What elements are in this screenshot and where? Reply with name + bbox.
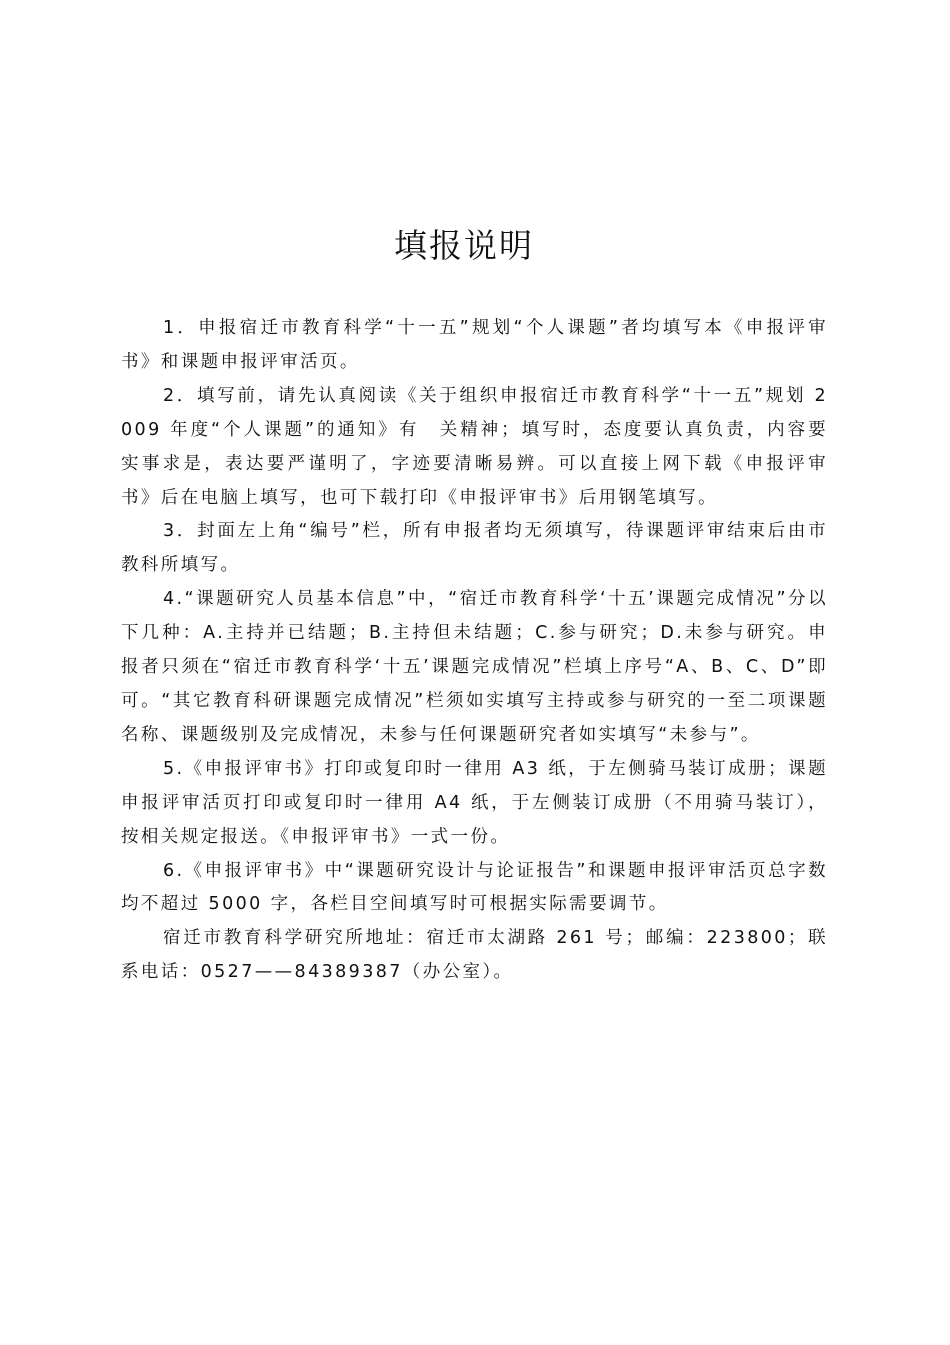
instruction-item-1: 1．申报宿迁市教育科学“十一五”规划“个人课题”者均填写本《申报评审书》和课题申报评审活页。 (121, 318, 828, 372)
instruction-item-6: 6.《申报评审书》中“课题研究设计与论证报告”和课题申报评审活页总字数均不超过 5000 字，各栏目空间填写时可根据实际需要调节。 (121, 860, 828, 915)
instruction-item-4: 4.“课题研究人员基本信息”中，“宿迁市教育科学‘十五’课题完成情况”分以下几种：A.主持并已结题；B.主持但未结题；C.参与研究；D.未参与研究。申报者只须在“宿迁市教育科学‘十五’课题完成情况”栏填上序号“A、B、C、D”即可。“其它教育科研课题完成情况”栏须如实填写主持或参与研究的一至二项课题名称、课题级别及完成情况，未参与任何课题研究者如实填写“未参与”。 (121, 589, 828, 745)
instruction-item-3: 3．封面左上角“编号”栏，所有申报者均无须填写，待课题评审结束后由市教科所填写。 (121, 521, 828, 576)
instruction-item-5: 5.《申报评审书》打印或复印时一律用 A3 纸，于左侧骑马装订成册；课题申报评审活页打印或复印时一律用 A4 纸，于左侧装订成册（不用骑马装订），按相关规定报送。《申报评审书》一式一份。 (121, 758, 828, 847)
contact-info: 宿迁市教育科学研究所地址：宿迁市太湖路 261 号；邮编：223800；联系电话：0527——84389387（办公室）。 (121, 928, 828, 983)
instructions-body (121, 312, 828, 990)
instruction-item-2: 2．填写前，请先认真阅读《关于组织申报宿迁市教育科学“十一五”规划 2009 年度“个人课题”的通知》有 关精神；填写时，态度要认真负责，内容要实事求是，表达要严谨明了，字迹要清晰易辨。可以直接上网下载《申报评审书》后在电脑上填写，也可下载打印《申报评审书》后用钢笔填写。 (121, 385, 828, 508)
page-title: 填报说明 (394, 226, 534, 265)
